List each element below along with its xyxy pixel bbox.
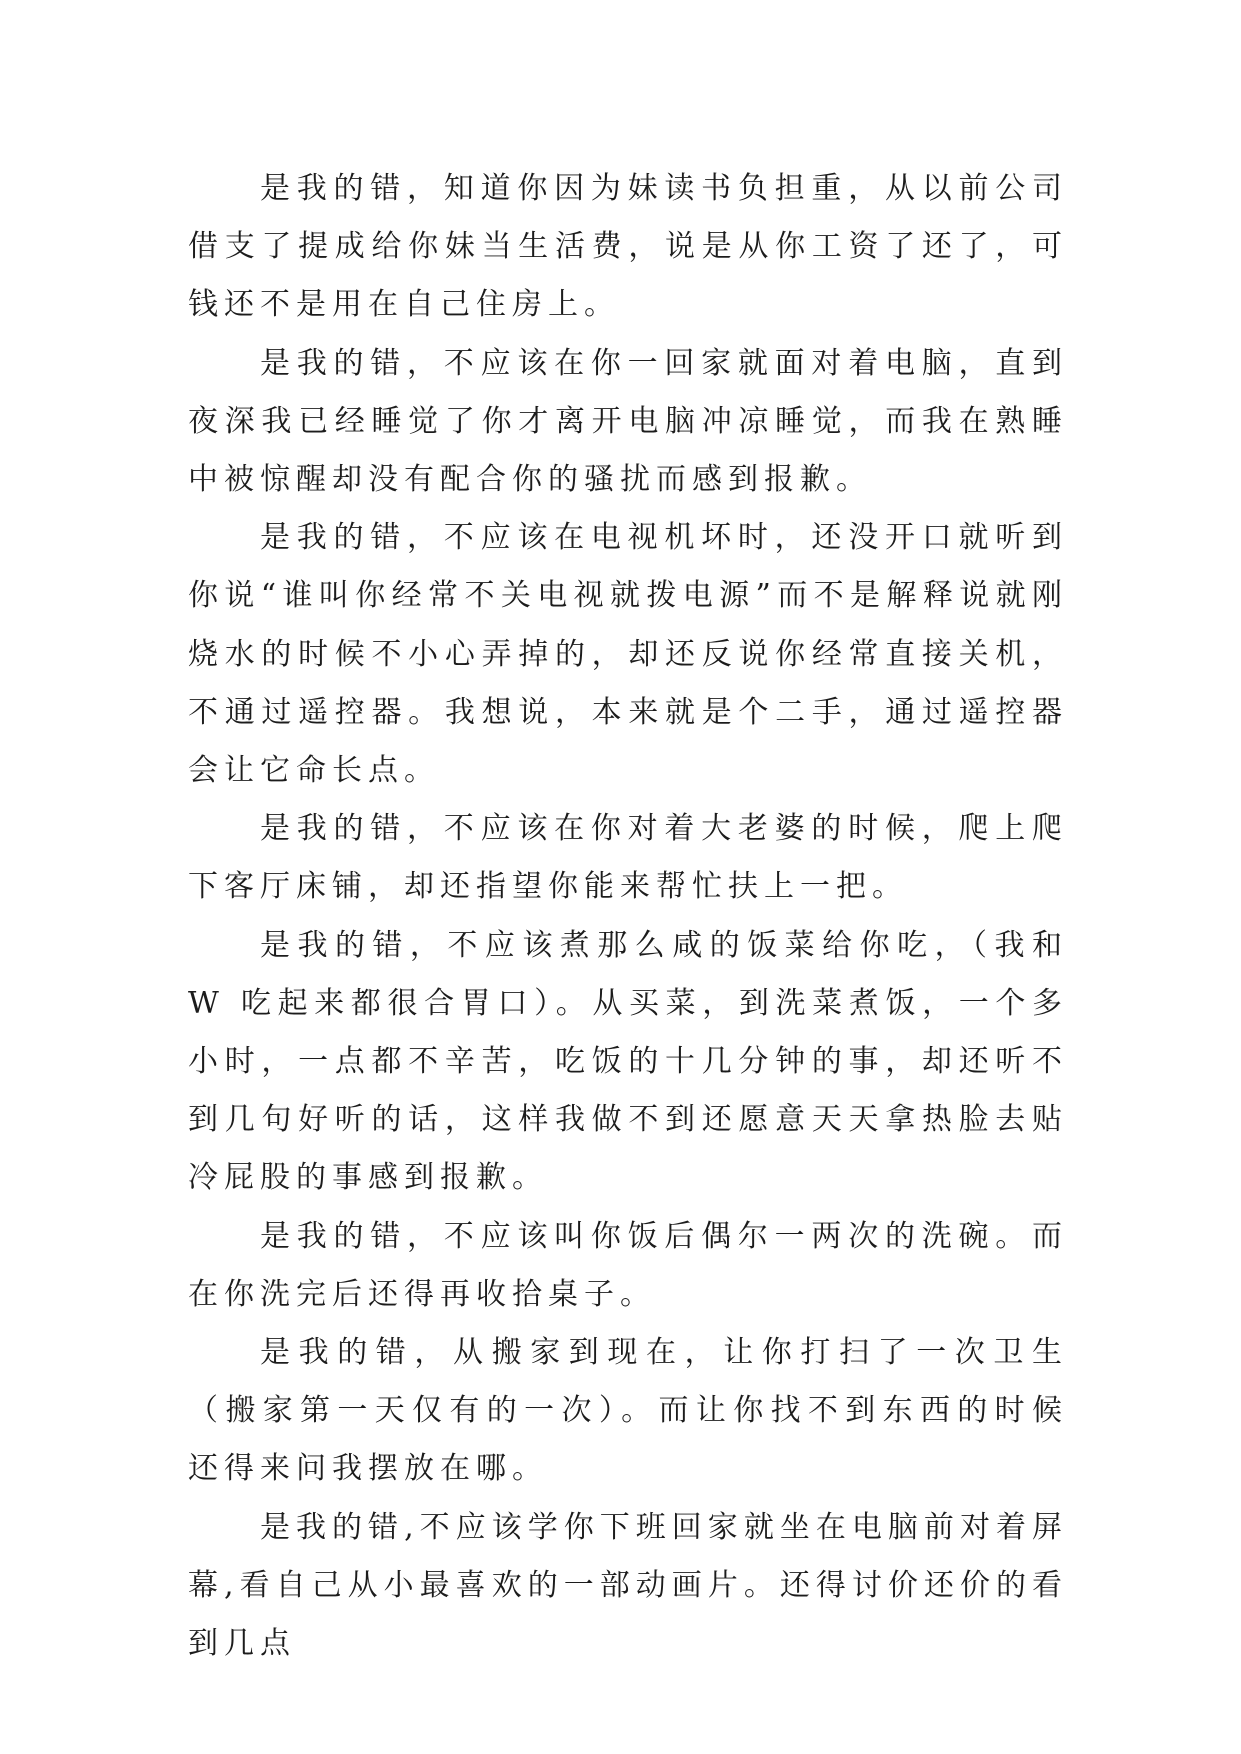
paragraph-3: 是我的错，不应该在电视机坏时，还没开口就听到你说“谁叫你经常不关电视就拨电源”而不是解释说就刚烧水的时候不小心弄掉的，却还反说你经常直接关机，不通过遥控器。我想说，本来就是个二手，通过遥控器会让它命长点。 [188,520,1068,789]
paragraph-4: 是我的错，不应该在你对着大老婆的时候，爬上爬下客厅床铺，却还指望你能来帮忙扶上一把。 [188,811,1068,905]
document-body [188,160,1068,1673]
paragraph-6: 是我的错，不应该叫你饭后偶尔一两次的洗碗。而在你洗完后还得再收拾桌子。 [188,1218,1068,1312]
paragraph-1: 是我的错，知道你因为妹读书负担重，从以前公司借支了提成给你妹当生活费，说是从你工资了还了，可钱还不是用在自己住房上。 [188,171,1068,323]
paragraph-8: 是我的错,不应该学你下班回家就坐在电脑前对着屏幕,看自己从小最喜欢的一部动画片。还得讨价还价的看到几点 [188,1509,1068,1662]
paragraph-2: 是我的错，不应该在你一回家就面对着电脑，直到夜深我已经睡觉了你才离开电脑冲凉睡觉，而我在熟睡中被惊醒却没有配合你的骚扰而感到报歉。 [188,345,1068,498]
paragraph-5: 是我的错，不应该煮那么咸的饭菜给你吃，（我和 W 吃起来都很合胃口）。从买菜，到洗菜煮饭，一个多小时，一点都不辛苦，吃饭的十几分钟的事，却还听不到几句好听的话，这样我做不到还愿意天天拿热脸去贴冷屁股的事感到报歉。 [188,927,1068,1196]
paragraph-7: 是我的错，从搬家到现在，让你打扫了一次卫生（搬家第一天仅有的一次）。而让你找不到东西的时候还得来问我摆放在哪。 [188,1335,1068,1487]
